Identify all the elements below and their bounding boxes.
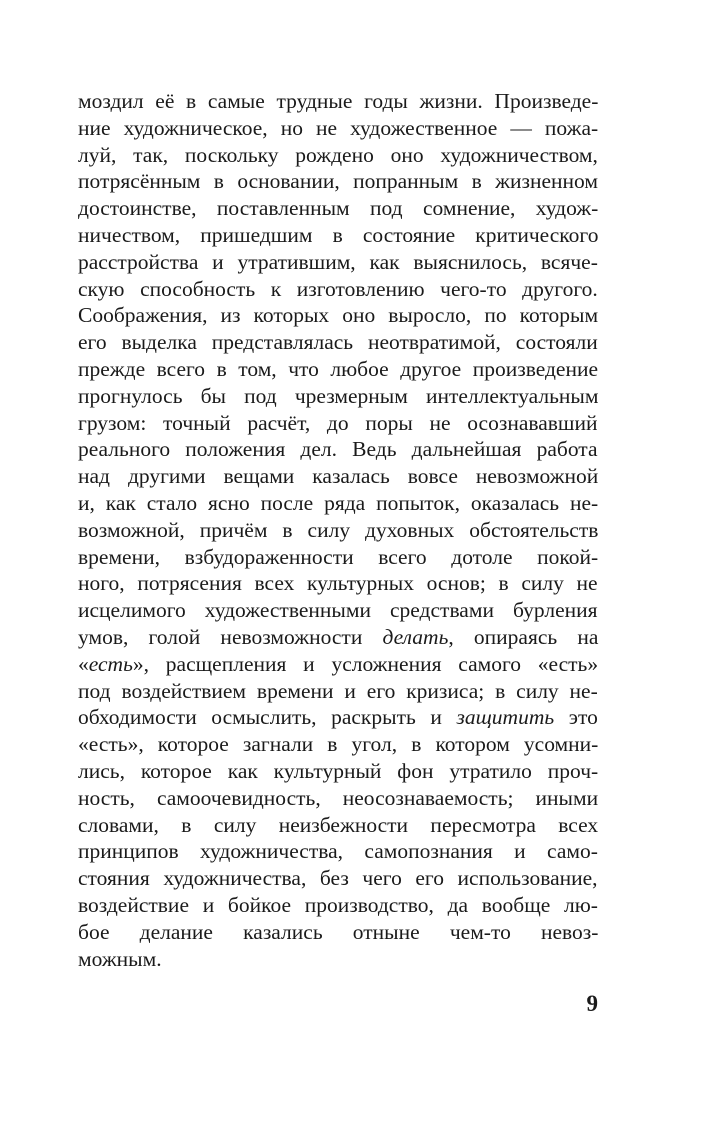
text-line <box>78 570 598 597</box>
text-line <box>78 142 598 169</box>
text-line <box>78 838 598 865</box>
text-segment: лись, которое как культурный фон утратило проч- <box>78 758 599 783</box>
text-segment: прежде всего в том, что любое другое произведение <box>78 356 599 381</box>
text-segment: это <box>554 705 598 730</box>
text-line <box>78 463 598 490</box>
text-segment: грузом: точный расчёт, до поры не осознававший <box>78 410 598 435</box>
text-line <box>78 517 598 544</box>
text-line <box>78 731 598 758</box>
text-segment: », расщепления и усложнения самого «есть» <box>132 651 599 676</box>
page-number: 9 <box>586 991 598 1016</box>
text-line <box>78 758 598 785</box>
text-line <box>78 195 598 222</box>
text-segment: бое делание казались отныне чем-то невоз- <box>78 919 599 944</box>
text-line <box>78 329 598 356</box>
text-line <box>78 946 598 973</box>
text-segment: умов, голой невозможности <box>78 624 383 649</box>
text-line <box>78 490 598 517</box>
text-line <box>78 812 598 839</box>
text-line <box>78 704 598 731</box>
text-line <box>78 302 598 329</box>
text-line <box>78 276 598 303</box>
text-segment: « <box>78 651 89 676</box>
italic-word: защитить <box>456 705 555 730</box>
text-segment: достоинстве, поставленным под сомнение, худож- <box>78 196 599 221</box>
text-segment: и, как стало ясно после ряда попыток, оказалась не- <box>78 490 599 515</box>
text-segment: , опираясь на <box>448 624 599 649</box>
text-line <box>78 222 598 249</box>
text-line <box>78 919 598 946</box>
text-segment: исцелимого художественными средствами бурления <box>78 598 598 623</box>
text-segment: ние художническое, но не художественное — пожа- <box>78 115 599 140</box>
italic-word: делать <box>382 624 449 649</box>
text-line <box>78 249 598 276</box>
text-segment: под воздействием времени и его кризиса; в силу не- <box>78 678 598 703</box>
text-segment: ничеством, пришедшим в состояние критического <box>78 222 599 247</box>
text-line <box>78 651 598 678</box>
text-segment: потрясённым в основании, попранным в жизненном <box>78 169 598 194</box>
text-segment: ного, потрясения всех культурных основ; в силу не <box>78 571 598 596</box>
text-line <box>78 115 598 142</box>
text-line <box>78 678 598 705</box>
text-line <box>78 383 598 410</box>
italic-word: есть <box>88 651 133 676</box>
text-segment: моздил её в самые трудные годы жизни. Произведе- <box>78 89 599 113</box>
text-segment: ность, самоочевидность, неосознаваемость; иными <box>78 785 599 810</box>
text-line <box>78 785 598 812</box>
text-line <box>78 168 598 195</box>
text-segment: принципов художничества, самопознания и само- <box>78 839 598 864</box>
text-segment: скую способность к изготовлению чего-то другого. <box>78 276 598 301</box>
text-line <box>78 544 598 571</box>
text-segment: его выделка представлялась неотвратимой, состояли <box>78 330 598 355</box>
text-segment: стояния художничества, без чего его использование, <box>78 866 598 891</box>
text-line <box>78 865 598 892</box>
text-line <box>78 624 598 651</box>
text-segment: прогнулось бы под чрезмерным интеллектуальным <box>78 383 599 408</box>
text-segment: над другими вещами казалась вовсе невозможной <box>78 464 599 489</box>
text-line <box>78 356 598 383</box>
text-segment: воздействие и бойкое производство, да вообще лю- <box>78 892 598 917</box>
text-line <box>78 892 598 919</box>
text-segment: словами, в силу неизбежности пересмотра всех <box>78 812 599 837</box>
text-segment: реального положения дел. Ведь дальнейшая работа <box>78 437 598 462</box>
text-segment: «есть», которое загнали в угол, в котором усомни- <box>78 732 599 757</box>
text-segment: можным. <box>78 946 162 971</box>
text-segment: расстройства и утратившим, как выяснилось, всяче- <box>78 249 598 274</box>
text-segment: Соображения, из которых оно выросло, по которым <box>78 303 599 328</box>
text-line <box>78 410 598 437</box>
text-line <box>78 436 598 463</box>
text-line <box>78 88 598 115</box>
body-text <box>78 88 598 972</box>
text-segment: возможной, причём в силу духовных обстоятельств <box>78 517 599 542</box>
text-segment: луй, так, поскольку рождено оно художничеством, <box>78 142 598 167</box>
text-line <box>78 597 598 624</box>
text-segment: времени, взбудораженности всего дотоле покой- <box>78 544 599 569</box>
text-segment: обходимости осмыслить, раскрыть и <box>78 705 457 730</box>
